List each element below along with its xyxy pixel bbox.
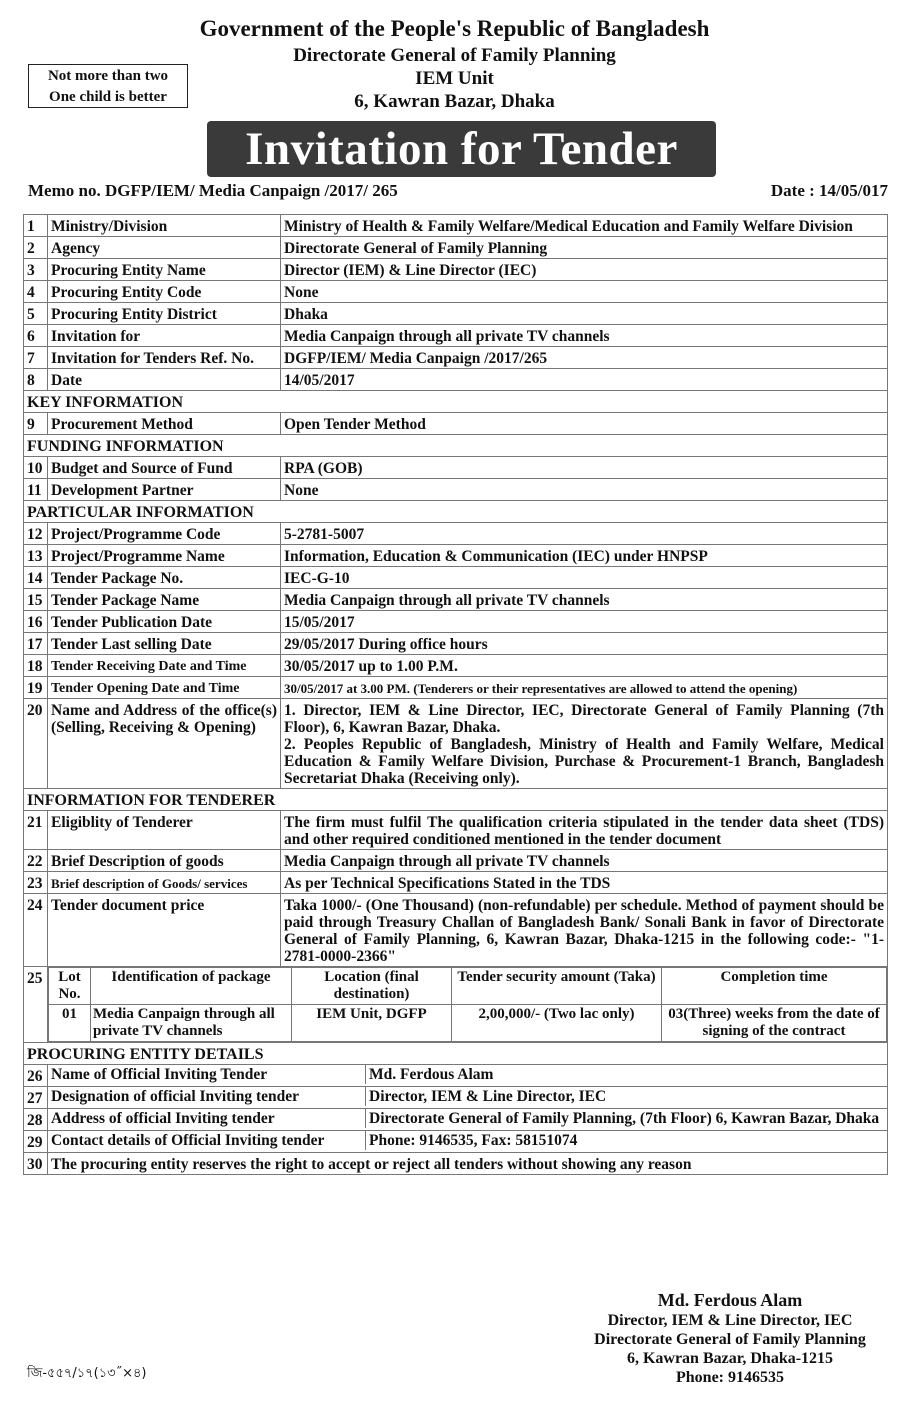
- row-value: [281, 811, 888, 850]
- procuring-cell: [48, 1109, 888, 1131]
- signatory-office: Directorate General of Family Planning: [594, 1331, 866, 1348]
- row-value: [281, 894, 888, 967]
- row-number: 13: [24, 545, 48, 567]
- lot-header: Completion time: [662, 968, 887, 1005]
- page-title-banner: Invitation for Tender: [207, 121, 716, 177]
- row-value-text: 30/05/2017 at 3.00 PM. (Tenderers or their representatives are allowed to attend the opening): [284, 681, 798, 696]
- row-value-text: 1. Director, IEM & Line Director, IEC, Directorate General of Family Planning (7th Floor), 6, Kawran Bazar, Dhaka.: [284, 702, 884, 736]
- row-number: 2: [24, 237, 48, 259]
- row-value-text-2: 2. Peoples Republic of Bangladesh, Ministry of Health and Family Welfare, Medical Education & Family Welfare Division, Purchase & Procurement-1 Branch, Bangladesh Secretariat Dhaka (Receiving only).: [284, 736, 884, 787]
- lot-header: Lot No.: [49, 968, 91, 1005]
- row-label: Name of Official Inviting Tender: [48, 1065, 366, 1084]
- row-label: Tender Package No.: [48, 567, 281, 589]
- row-label: Designation of official Inviting tender: [48, 1087, 366, 1106]
- row-number: 30: [24, 1153, 48, 1175]
- row-value-text: Taka 1000/- (One Thousand) (non-refundable) per schedule. Method of payment should be paid through Treasury Challan of Bangladesh Bank/ Sonali Bank in favor of Directorate General of Family Planning, 6, Kawran Bazar, Dhaka-1215 in the following code:- "1-2781-0000-2366": [284, 897, 884, 965]
- row-value-text: Ministry of Health & Family Welfare/Medical Education and Family Welfare Division: [284, 218, 853, 235]
- address-title: 6, Kawran Bazar, Dhaka: [354, 91, 555, 112]
- row-number: 5: [24, 303, 48, 325]
- table-row: [24, 259, 888, 281]
- table-row: [24, 237, 888, 259]
- row-label: Project/Programme Name: [48, 545, 281, 567]
- row-value-text: Media Canpaign through all private TV channels: [284, 328, 610, 345]
- row-number: 1: [24, 215, 48, 237]
- row-number: 7: [24, 347, 48, 369]
- lot-header: Identification of package: [91, 968, 292, 1005]
- table-row: [24, 457, 888, 479]
- row-value-text: None: [284, 482, 319, 499]
- row-value: [281, 347, 888, 369]
- row-number: 8: [24, 369, 48, 391]
- table-row: [24, 872, 888, 894]
- signatory-name: Md. Ferdous Alam: [657, 1290, 803, 1310]
- table-row: [24, 1065, 888, 1087]
- lot-header: Location (final destination): [292, 968, 452, 1005]
- section-row: [24, 1043, 888, 1065]
- row-number: 23: [24, 872, 48, 894]
- row-value-text: Media Canpaign through all private TV channels: [284, 592, 610, 609]
- row-value: Directorate General of Family Planning, (7th Floor) 6, Kawran Bazar, Dhaka: [369, 1110, 880, 1127]
- table-row: [24, 611, 888, 633]
- row-label: Address of official Inviting tender: [48, 1109, 366, 1128]
- row-number: 15: [24, 589, 48, 611]
- row-value: Md. Ferdous Alam: [369, 1066, 494, 1083]
- row-label: Procuring Entity Name: [48, 259, 281, 281]
- section-heading: INFORMATION FOR TENDERER: [24, 789, 888, 811]
- row-value-text: IEC-G-10: [284, 570, 350, 587]
- row-label: Tender document price: [48, 894, 281, 967]
- row-number: 10: [24, 457, 48, 479]
- table-row: [24, 413, 888, 435]
- section-heading: FUNDING INFORMATION: [24, 435, 888, 457]
- tender-table: [23, 214, 888, 1175]
- row-value: [281, 589, 888, 611]
- section-row: [24, 789, 888, 811]
- row-label: Procurement Method: [48, 413, 281, 435]
- row-value-text: 29/05/2017 During office hours: [284, 636, 488, 653]
- row-value-text: Open Tender Method: [284, 416, 426, 433]
- table-row: [24, 567, 888, 589]
- row-value: [281, 523, 888, 545]
- row-number: 18: [24, 655, 48, 677]
- row-label: Brief description of Goods/ services: [48, 872, 281, 894]
- row-number: 21: [24, 811, 48, 850]
- row-label: Tender Last selling Date: [48, 633, 281, 655]
- row-label: Tender Opening Date and Time: [48, 677, 281, 699]
- table-row: [24, 1131, 888, 1153]
- lot-header: Tender security amount (Taka): [452, 968, 662, 1005]
- row-value-text: DGFP/IEM/ Media Canpaign /2017/265: [284, 350, 548, 367]
- lot-cell: IEM Unit, DGFP: [292, 1005, 452, 1042]
- table-row: [24, 1153, 888, 1175]
- row-label: Development Partner: [48, 479, 281, 501]
- row-number: 4: [24, 281, 48, 303]
- table-row: [24, 850, 888, 872]
- row-value: [281, 281, 888, 303]
- row-number: 28: [24, 1109, 48, 1131]
- row-value: [281, 872, 888, 894]
- row-value: Director, IEM & Line Director, IEC: [369, 1088, 607, 1105]
- procuring-cell: [48, 1087, 888, 1109]
- slogan-line-1: Not more than two: [47, 68, 169, 84]
- row-value: [281, 259, 888, 281]
- row-value-text: 14/05/2017: [284, 372, 355, 389]
- table-row: [24, 479, 888, 501]
- signature-block: [560, 1290, 900, 1387]
- row-value-text: None: [284, 284, 319, 301]
- memo-number: Memo no. DGFP/IEM/ Media Canpaign /2017/ 265: [28, 181, 398, 200]
- row-value: Phone: 9146535, Fax: 58151074: [369, 1132, 578, 1149]
- lot-cell: 01: [49, 1005, 91, 1042]
- section-heading: PROCURING ENTITY DETAILS: [24, 1043, 888, 1065]
- table-row: [24, 677, 888, 699]
- row-label: Contact details of Official Inviting tender: [48, 1131, 366, 1150]
- row-label: Agency: [48, 237, 281, 259]
- row-label: Brief Description of goods: [48, 850, 281, 872]
- row-value-text: Directorate General of Family Planning: [284, 240, 548, 257]
- table-row: [24, 325, 888, 347]
- row-value: [281, 215, 888, 237]
- row-value: [281, 237, 888, 259]
- row-label: Ministry/Division: [48, 215, 281, 237]
- row-value: [281, 413, 888, 435]
- publication-code: জি-৫৫৭/১৭(১৩˝×৪): [27, 1366, 147, 1381]
- row-value: [281, 611, 888, 633]
- row-number: 19: [24, 677, 48, 699]
- row-number: 11: [24, 479, 48, 501]
- procuring-cell: [48, 1131, 888, 1153]
- row-label: Procuring Entity Code: [48, 281, 281, 303]
- row-value: [281, 303, 888, 325]
- row-value-text: 5-2781-5007: [284, 526, 365, 543]
- memo-date: Date : 14/05/017: [770, 181, 888, 200]
- table-row: [24, 699, 888, 789]
- row-value-text: As per Technical Specifications Stated in the TDS: [284, 875, 611, 892]
- row-value: [281, 457, 888, 479]
- lot-table: [48, 967, 887, 1042]
- row-label: Budget and Source of Fund: [48, 457, 281, 479]
- row-label: Invitation for: [48, 325, 281, 347]
- row-value: [281, 850, 888, 872]
- table-row: [24, 523, 888, 545]
- row-label: Eligiblity of Tenderer: [48, 811, 281, 850]
- section-row: [24, 435, 888, 457]
- slogan-box: [28, 64, 188, 108]
- section-heading: PARTICULAR INFORMATION: [24, 501, 888, 523]
- directorate-title: Directorate General of Family Planning: [293, 45, 616, 66]
- table-row: [24, 633, 888, 655]
- table-row: [24, 303, 888, 325]
- section-row: [24, 391, 888, 413]
- procuring-cell: [48, 1065, 888, 1087]
- row-label: Procuring Entity District: [48, 303, 281, 325]
- row-label: Invitation for Tenders Ref. No.: [48, 347, 281, 369]
- row-value: [281, 369, 888, 391]
- lot-header-row: [49, 968, 887, 1005]
- row-value-text: 15/05/2017: [284, 614, 355, 631]
- table-row: [24, 589, 888, 611]
- table-row: [24, 281, 888, 303]
- row-label: Date: [48, 369, 281, 391]
- table-row: [24, 811, 888, 850]
- table-row: [24, 369, 888, 391]
- section-row: [24, 501, 888, 523]
- row-number: 12: [24, 523, 48, 545]
- row-number: 6: [24, 325, 48, 347]
- reservation-clause: The procuring entity reserves the right to accept or reject all tenders without showing any reason: [48, 1153, 888, 1175]
- row-value: [281, 699, 888, 789]
- row-number: 24: [24, 894, 48, 967]
- row-value: [281, 655, 888, 677]
- row-number: 20: [24, 699, 48, 789]
- row-number: 25: [24, 967, 48, 1043]
- table-row: [24, 894, 888, 967]
- row-value: [281, 479, 888, 501]
- row-label: Project/Programme Code: [48, 523, 281, 545]
- lot-data-row: [49, 1005, 887, 1042]
- lot-row: [24, 967, 888, 1043]
- row-label: Name and Address of the office(s) (Selling, Receiving & Opening): [48, 699, 281, 789]
- government-title: Government of the People's Republic of Bangladesh: [199, 16, 710, 41]
- table-row: [24, 347, 888, 369]
- row-label: Tender Package Name: [48, 589, 281, 611]
- lot-cell: 03(Three) weeks from the date of signing of the contract: [662, 1005, 887, 1042]
- table-row: [24, 1087, 888, 1109]
- row-number: 3: [24, 259, 48, 281]
- row-number: 9: [24, 413, 48, 435]
- row-value-text: Director (IEM) & Line Director (IEC): [284, 262, 537, 279]
- row-label: Tender Publication Date: [48, 611, 281, 633]
- row-number: 27: [24, 1087, 48, 1109]
- table-row: [24, 1109, 888, 1131]
- section-heading: KEY INFORMATION: [24, 391, 888, 413]
- row-number: 29: [24, 1131, 48, 1153]
- signatory-phone: Phone: 9146535: [676, 1369, 784, 1386]
- lot-cell: Media Canpaign through all private TV channels: [91, 1005, 292, 1042]
- table-row: [24, 545, 888, 567]
- row-number: 22: [24, 850, 48, 872]
- row-value-text: The firm must fulfil The qualification criteria stipulated in the tender data sheet (TDS) and other required conditioned mentioned in the tender document: [284, 814, 884, 848]
- row-number: 17: [24, 633, 48, 655]
- row-value-text: Media Canpaign through all private TV channels: [284, 853, 610, 870]
- row-value-text: Information, Education & Communication (IEC) under HNPSP: [284, 548, 708, 565]
- slogan-line-2: One child is better: [49, 89, 167, 105]
- signatory-address: 6, Kawran Bazar, Dhaka-1215: [626, 1350, 834, 1367]
- row-number: 26: [24, 1065, 48, 1087]
- row-value-text: RPA (GOB): [284, 460, 363, 477]
- row-value-text: Dhaka: [284, 306, 328, 323]
- row-value: [281, 545, 888, 567]
- unit-title: IEM Unit: [415, 68, 494, 89]
- lot-cell: 2,00,000/- (Two lac only): [452, 1005, 662, 1042]
- row-value-text: 30/05/2017 up to 1.00 P.M.: [284, 658, 458, 675]
- row-label: Tender Receiving Date and Time: [48, 655, 281, 677]
- row-number: 16: [24, 611, 48, 633]
- signatory-designation: Director, IEM & Line Director, IEC: [607, 1312, 853, 1329]
- row-value: [281, 677, 888, 699]
- row-value: [281, 325, 888, 347]
- row-value: [281, 567, 888, 589]
- table-row: [24, 655, 888, 677]
- row-value: [281, 633, 888, 655]
- lot-table-cell: [48, 967, 888, 1043]
- row-number: 14: [24, 567, 48, 589]
- table-row: [24, 215, 888, 237]
